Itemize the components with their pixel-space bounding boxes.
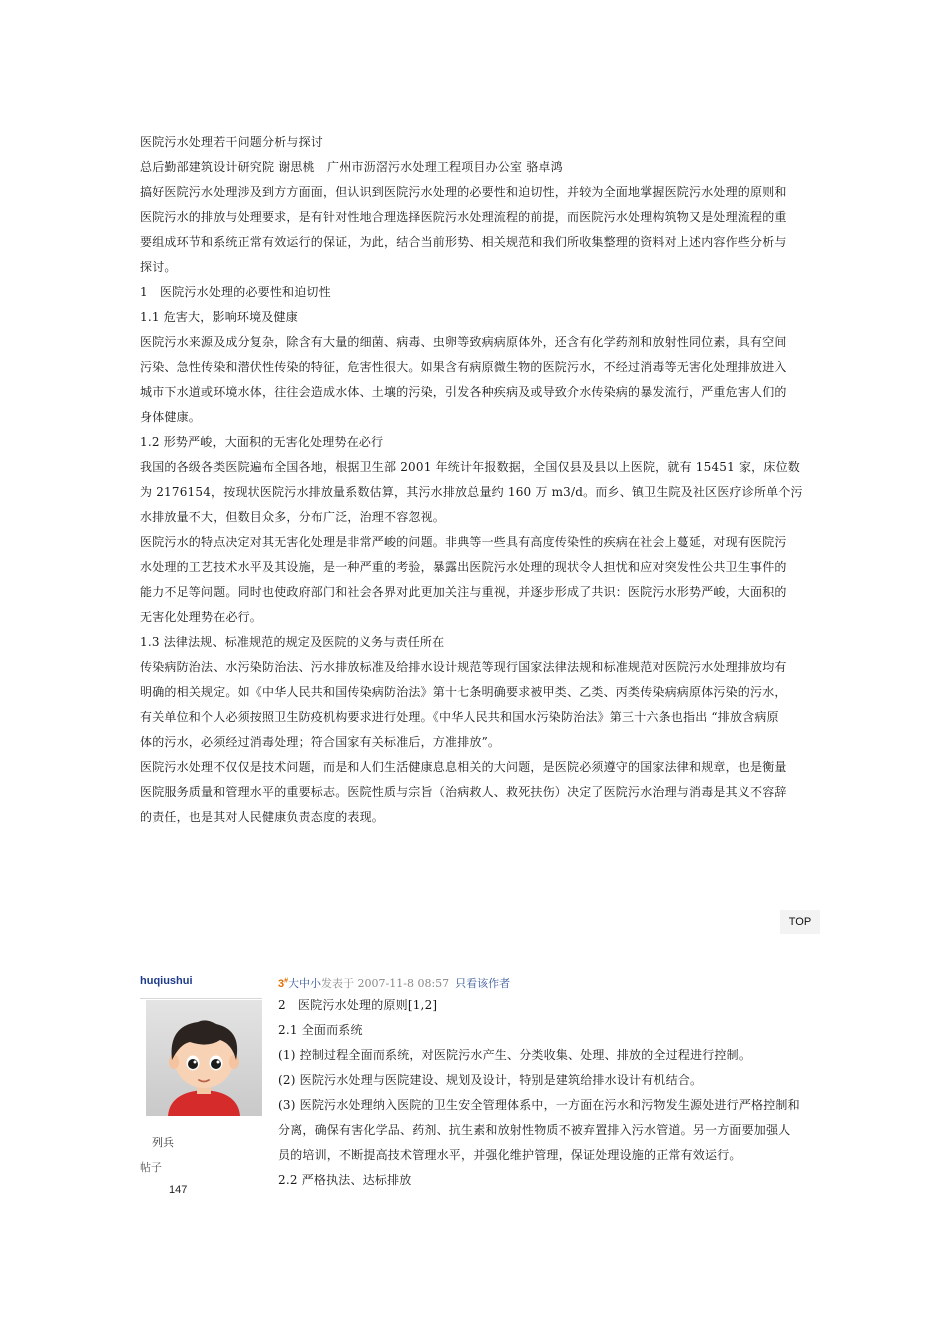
article-line: 我国的各级各类医院遍布全国各地，根据卫生部 2001 年统计年报数据，全国仅县及县以上医院，就有 15451 家，床位数 <box>140 460 800 474</box>
posts-label: 帖子 <box>140 1161 162 1174</box>
subsection-heading: 1.2 形势严峻，大面积的无害化处理势在必行 <box>140 435 384 449</box>
author-rank: 列兵 <box>152 1136 174 1149</box>
article-title: 医院污水处理若干问题分析与探讨 <box>140 135 324 149</box>
article-line: 医院污水的排放与处理要求，是有针对性地合理选择医院污水处理流程的前提，而医院污水处理构筑物又是处理流程的重 <box>140 210 787 224</box>
article-line: 要组成环节和系统正常有效运行的保证，为此，结合当前形势、相关规范和我们所收集整理的资料对上述内容作些分析与 <box>140 235 787 249</box>
article-line: 医院污水处理不仅仅是技术问题，而是和人们生活健康息息相关的大问题，是医院必须遵守的国家法律和规章，也是衡量 <box>140 760 787 774</box>
post-line: 分离，确保有害化学品、药剂、抗生素和放射性物质不被弃置排入污水管道。另一方面要加强人 <box>278 1123 791 1137</box>
only-author-link[interactable]: 只看该作者 <box>455 977 511 990</box>
back-to-top-button[interactable]: TOP <box>780 910 820 934</box>
article-line: 体的污水，必须经过消毒处理；符合国家有关标准后，方准排放”。 <box>140 735 501 749</box>
section-heading: 2 医院污水处理的原则[1,2] <box>278 998 438 1012</box>
section-heading: 1 医院污水处理的必要性和迫切性 <box>140 285 331 299</box>
article-body <box>140 130 820 830</box>
post-line: 员的培训，不断提高技术管理水平，并强化维护管理，保证处理设施的正常有效运行。 <box>278 1148 742 1162</box>
article-line: 探讨。 <box>140 260 177 274</box>
article-line: 医院污水的特点决定对其无害化处理是非常严峻的问题。非典等一些具有高度传染性的疾病在社会上蔓延，对现有医院污 <box>140 535 787 549</box>
post-line: (1) 控制过程全面而系统，对医院污水产生、分类收集、处理、排放的全过程进行控制。 <box>278 1048 752 1062</box>
author-name-link[interactable]: huqiushui <box>140 975 193 987</box>
subsection-heading: 2.2 严格执法、达标排放 <box>278 1173 412 1187</box>
article-line: 污染、急性传染和潜伏性传染的特征，危害性很大。如果含有病原微生物的医院污水，不经过消毒等无害化处理排放进入 <box>140 360 787 374</box>
article-line: 传染病防治法、水污染防治法、污水排放标准及给排水设计规范等现行国家法律法规和标准规范对医院污水处理排放均有 <box>140 660 787 674</box>
post-body <box>278 993 823 1193</box>
article-line: 无害化处理势在必行。 <box>140 610 263 624</box>
article-line: 城市下水道或环境水体，往往会造成水体、土壤的污染，引发各种疾病及或导致介水传染病的暴发流行，严重危害人们的 <box>140 385 787 399</box>
avatar[interactable] <box>146 1000 262 1116</box>
article-line: 身体健康。 <box>140 410 202 424</box>
article-line: 明确的相关规定。如《中华人民共和国传染病防治法》第十七条明确要求被甲类、乙类、丙类传染病病原体污染的污水， <box>140 685 787 699</box>
subsection-heading: 2.1 全面而系统 <box>278 1023 363 1037</box>
article-line: 水排放量不大，但数目众多，分布广泛，治理不容忽视。 <box>140 510 446 524</box>
author-divider <box>140 998 262 999</box>
avatar-illustration <box>146 1000 262 1116</box>
post-line: (2) 医院污水处理与医院建设、规划及设计，特别是建筑给排水设计有机结合。 <box>278 1073 703 1087</box>
post-floor-suffix: # <box>284 977 289 985</box>
article-authors: 总后勤部建筑设计研究院 谢思桃 广州市沥滘污水处理工程项目办公室 骆卓鸿 <box>140 160 563 174</box>
article-line: 为 2176154，按现状医院污水排放量系数估算，其污水排放总量约 160 万 m3/d。而乡、镇卫生院及社区医疗诊所单个污 <box>140 485 803 499</box>
article-line: 能力不足等问题。同时也使政府部门和社会各界对此更加关注与重视，并逐步形成了共识：医院污水形势严峻，大面积的 <box>140 585 787 599</box>
post-line: (3) 医院污水处理纳入医院的卫生安全管理体系中，一方面在污水和污物发生源处进行严格控制和 <box>278 1098 800 1112</box>
article-line: 水处理的工艺技术水平及其设施，是一种严重的考验，暴露出医院污水处理的现状令人担忧和应对突发性公共卫生事件的 <box>140 560 787 574</box>
article-line: 医院污水来源及成分复杂，除含有大量的细菌、病毒、虫卵等致病病原体外，还含有化学药剂和放射性同位素，具有空间 <box>140 335 787 349</box>
posts-count: 147 <box>169 1184 188 1196</box>
post-date: 发表于 2007-11-8 08:57 <box>321 977 450 990</box>
post-floor-number: 3 <box>278 978 285 990</box>
article-line: 搞好医院污水处理涉及到方方面面，但认识到医院污水处理的必要性和迫切性，并较为全面地掌握医院污水处理的原则和 <box>140 185 787 199</box>
article-line: 有关单位和个人必须按照卫生防疫机构要求进行处理。《中华人民共和国水污染防治法》第三十六条也指出 “排放含病原 <box>140 710 779 724</box>
article-line: 医院服务质量和管理水平的重要标志。医院性质与宗旨（治病救人、救死扶伤）决定了医院污水治理与消毒是其义不容辞 <box>140 785 787 799</box>
article-line: 的责任，也是其对人民健康负责态度的表现。 <box>140 810 385 824</box>
subsection-heading: 1.1 危害大，影响环境及健康 <box>140 310 298 324</box>
font-size-switch[interactable]: 大中小 <box>288 977 322 990</box>
subsection-heading: 1.3 法律法规、标准规范的规定及医院的义务与责任所在 <box>140 635 445 649</box>
post-meta <box>278 975 510 991</box>
